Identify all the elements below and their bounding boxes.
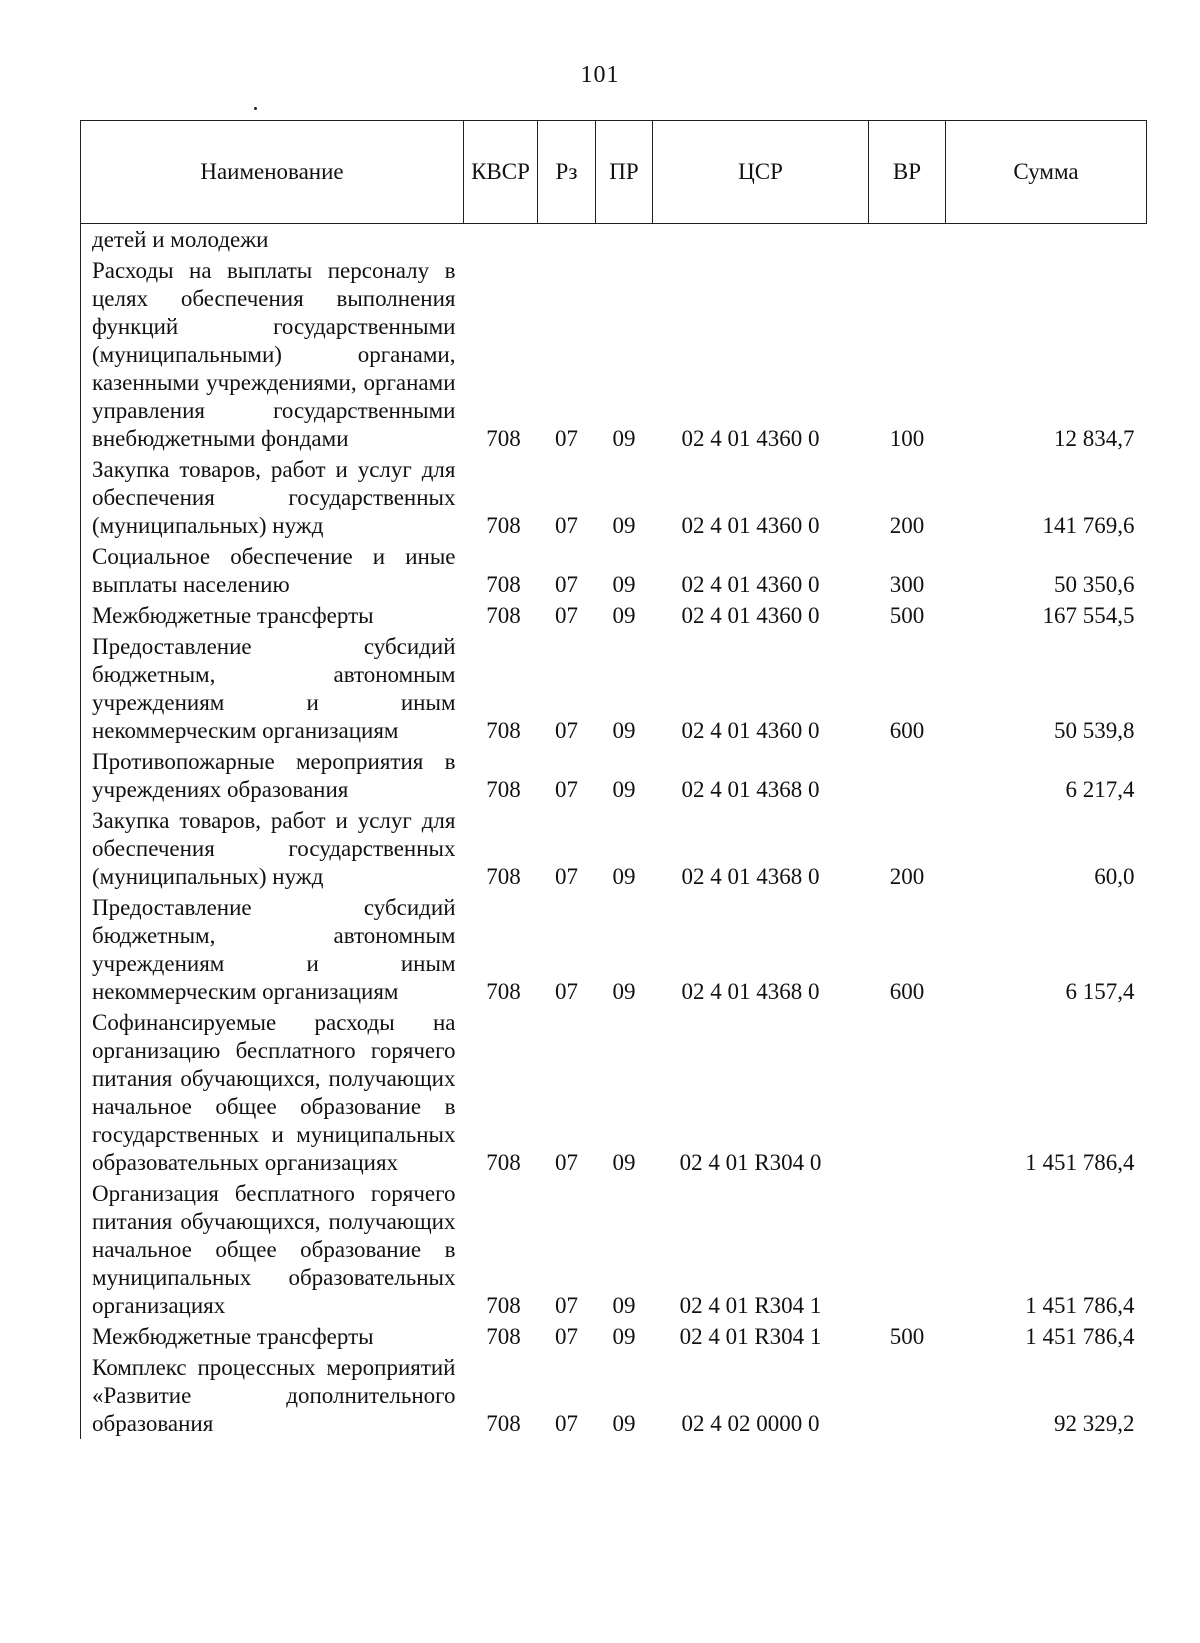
cell-pr: 09 <box>612 1293 636 1318</box>
cell-rz: 07 <box>555 777 578 802</box>
cell-vr: 300 <box>889 572 925 597</box>
cell-rz: 07 <box>555 1150 578 1175</box>
cell-vr: 600 <box>889 979 925 1004</box>
cell-vr: 500 <box>889 603 925 628</box>
header-kvsr: КВСР <box>464 121 538 224</box>
cell-rz: 07 <box>555 426 578 451</box>
cell-pr: 09 <box>612 718 636 743</box>
header-sum: Сумма <box>946 121 1147 224</box>
cell-kvsr: 708 <box>486 1150 521 1175</box>
cell-rz: 07 <box>555 1293 578 1318</box>
table-row <box>81 746 1147 805</box>
table-row <box>81 541 1147 600</box>
cell-name: Социальное обеспечение и иные выплаты населению <box>81 541 464 600</box>
cell-pr: 09 <box>612 979 636 1004</box>
cell-name: детей и молодежи <box>81 224 464 256</box>
cell-csr: 02 4 01 R304 0 <box>679 1150 822 1175</box>
budget-table <box>80 120 1147 1439</box>
table-row <box>81 224 1147 256</box>
cell-pr: 09 <box>612 1411 636 1436</box>
cell-vr: 500 <box>889 1324 925 1349</box>
cell-csr: 02 4 01 R304 1 <box>679 1293 822 1318</box>
cell-csr <box>653 224 869 256</box>
cell-pr: 09 <box>612 1150 636 1175</box>
cell-vr <box>869 224 946 256</box>
cell-name: Межбюджетные трансферты <box>81 600 464 631</box>
cell-sum: 60,0 <box>1094 864 1135 889</box>
table-row <box>81 600 1147 631</box>
cell-name: Закупка товаров, работ и услуг для обеспечения государственных (муниципальных) нужд <box>81 454 464 541</box>
cell-kvsr: 708 <box>486 513 521 538</box>
cell-name: Организация бесплатного горячего питания обучающихся, получающих начальное общее образование в муниципальных образовательных организациях <box>81 1178 464 1321</box>
cell-rz <box>538 224 596 256</box>
table-row <box>81 892 1147 1007</box>
cell-name: Комплекс процессных мероприятий «Развитие дополнительного образования <box>81 1352 464 1439</box>
cell-vr: 200 <box>889 513 925 538</box>
cell-vr <box>869 746 946 805</box>
cell-pr: 09 <box>612 426 636 451</box>
cell-csr: 02 4 01 4360 0 <box>681 426 820 451</box>
cell-sum: 1 451 786,4 <box>1025 1293 1135 1318</box>
cell-sum: 6 157,4 <box>1065 979 1135 1004</box>
table-row <box>81 1007 1147 1178</box>
cell-name: Противопожарные мероприятия в учреждениях образования <box>81 746 464 805</box>
cell-sum: 141 769,6 <box>1042 513 1135 538</box>
cell-kvsr: 708 <box>486 603 521 628</box>
cell-csr: 02 4 01 4368 0 <box>681 864 820 889</box>
cell-vr <box>869 1352 946 1439</box>
cell-pr: 09 <box>612 572 636 597</box>
cell-csr: 02 4 01 4368 0 <box>681 979 820 1004</box>
cell-name: Предоставление субсидий бюджетным, автономным учреждениям и иным некоммерческим организациям <box>81 892 464 1007</box>
cell-vr: 100 <box>889 426 925 451</box>
cell-name: Софинансируемые расходы на организацию бесплатного горячего питания обучающихся, получающих начальное общее образование в государственных и муниципальных образовательных организациях <box>81 1007 464 1178</box>
cell-sum: 50 350,6 <box>1054 572 1135 597</box>
table-row <box>81 255 1147 454</box>
cell-rz: 07 <box>555 864 578 889</box>
cell-rz: 07 <box>555 513 578 538</box>
cell-pr: 09 <box>612 513 636 538</box>
cell-rz: 07 <box>555 979 578 1004</box>
cell-sum: 92 329,2 <box>1054 1411 1135 1436</box>
cell-pr: 09 <box>612 864 636 889</box>
cell-vr <box>869 1007 946 1178</box>
cell-kvsr: 708 <box>486 426 521 451</box>
table-row <box>81 1178 1147 1321</box>
cell-pr: 09 <box>612 777 636 802</box>
cell-rz: 07 <box>555 603 578 628</box>
cell-pr <box>596 224 653 256</box>
cell-sum: 167 554,5 <box>1042 603 1135 628</box>
cell-kvsr <box>464 224 538 256</box>
cell-sum: 12 834,7 <box>1054 426 1135 451</box>
cell-sum: 6 217,4 <box>1065 777 1135 802</box>
cell-csr: 02 4 01 4360 0 <box>681 513 820 538</box>
table-header <box>81 121 1147 224</box>
table-row <box>81 631 1147 746</box>
cell-pr: 09 <box>612 1324 636 1349</box>
header-rz: Рз <box>538 121 596 224</box>
header-csr: ЦСР <box>653 121 869 224</box>
cell-kvsr: 708 <box>486 572 521 597</box>
cell-vr: 200 <box>889 864 925 889</box>
table-row <box>81 805 1147 892</box>
cell-rz: 07 <box>555 1411 578 1436</box>
cell-name: Закупка товаров, работ и услуг для обеспечения государственных (муниципальных) нужд <box>81 805 464 892</box>
table-body <box>81 224 1147 1440</box>
scan-dot <box>254 107 257 110</box>
cell-sum: 1 451 786,4 <box>1025 1150 1135 1175</box>
cell-name: Предоставление субсидий бюджетным, автономным учреждениям и иным некоммерческим организациям <box>81 631 464 746</box>
cell-kvsr: 708 <box>486 777 521 802</box>
cell-kvsr: 708 <box>486 718 521 743</box>
table-row <box>81 1321 1147 1352</box>
cell-sum <box>946 224 1147 256</box>
cell-csr: 02 4 01 4360 0 <box>681 603 820 628</box>
cell-sum: 1 451 786,4 <box>1025 1324 1135 1349</box>
cell-name: Расходы на выплаты персоналу в целях обеспечения выполнения функций государственными (муниципальными) органами, казенными учреждениями, органами управления государственными внебюджетными фондами <box>81 255 464 454</box>
cell-sum: 50 539,8 <box>1054 718 1135 743</box>
header-vr: ВР <box>869 121 946 224</box>
cell-rz: 07 <box>555 718 578 743</box>
cell-kvsr: 708 <box>486 979 521 1004</box>
table-row <box>81 1352 1147 1439</box>
header-pr: ПР <box>596 121 653 224</box>
cell-csr: 02 4 01 R304 1 <box>679 1324 822 1349</box>
cell-name: Межбюджетные трансферты <box>81 1321 464 1352</box>
cell-csr: 02 4 01 4368 0 <box>681 777 820 802</box>
cell-rz: 07 <box>555 1324 578 1349</box>
cell-csr: 02 4 01 4360 0 <box>681 718 820 743</box>
cell-pr: 09 <box>612 603 636 628</box>
cell-vr <box>869 1178 946 1321</box>
cell-kvsr: 708 <box>486 1411 521 1436</box>
cell-csr: 02 4 02 0000 0 <box>681 1411 820 1436</box>
header-name: Наименование <box>81 121 464 224</box>
table-row <box>81 454 1147 541</box>
cell-kvsr: 708 <box>486 1324 521 1349</box>
cell-vr: 600 <box>889 718 925 743</box>
cell-kvsr: 708 <box>486 1293 521 1318</box>
cell-rz: 07 <box>555 572 578 597</box>
page-number: 101 <box>580 62 620 88</box>
cell-kvsr: 708 <box>486 864 521 889</box>
cell-csr: 02 4 01 4360 0 <box>681 572 820 597</box>
